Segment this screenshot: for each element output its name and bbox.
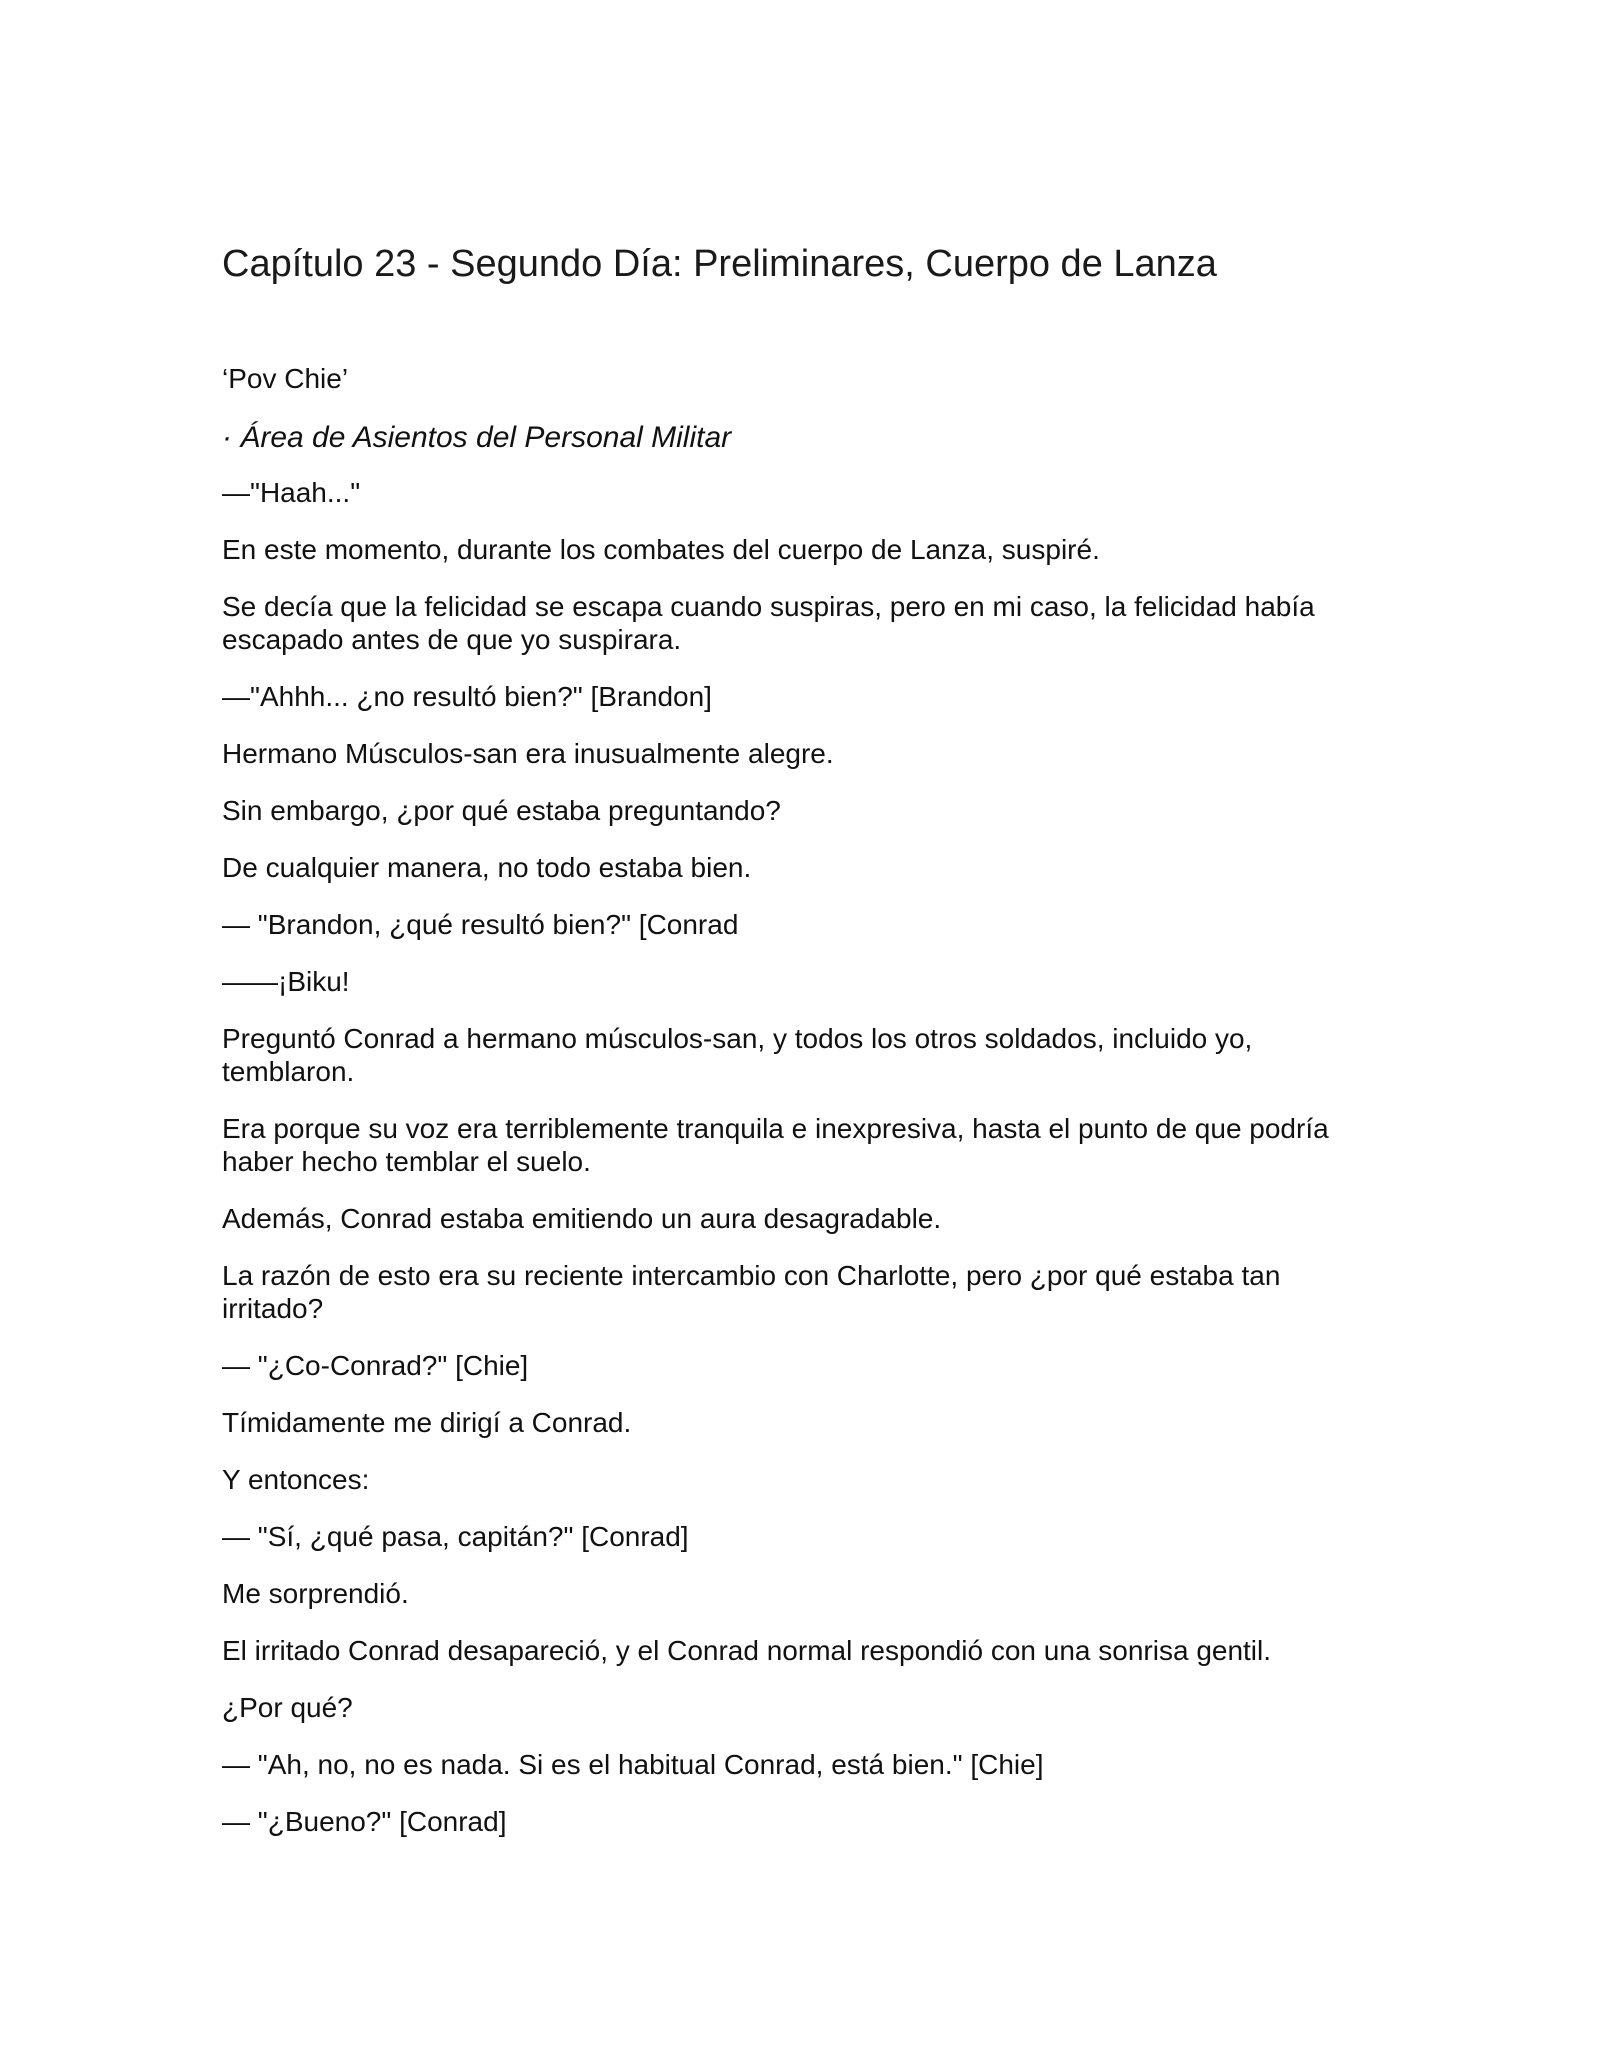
paragraph: Sin embargo, ¿por qué estaba preguntando? [222,795,781,826]
paragraph: ¿Por qué? [222,1692,353,1723]
paragraph: De cualquier manera, no todo estaba bien. [222,852,752,883]
paragraph: Era porque su voz era terriblemente tranquila e inexpresiva, hasta el punto de que podría haber hecho temblar el suelo. [222,1113,1329,1177]
chapter-body [222,362,1372,1862]
paragraph: — "Sí, ¿qué pasa, capitán?" [Conrad] [222,1521,689,1552]
paragraph: Preguntó Conrad a hermano músculos-san, y todos los otros soldados, incluido yo, temblaron. [222,1023,1253,1087]
paragraph: Se decía que la felicidad se escapa cuando suspiras, pero en mi caso, la felicidad había escapado antes de que yo suspirara. [222,591,1315,655]
paragraph: —"Ahhh... ¿no resultó bien?" [Brandon] [222,681,712,712]
paragraph: Me sorprendió. [222,1578,409,1609]
pov-label: ‘Pov Chie’ [222,363,349,394]
chapter-title: Capítulo 23 - Segundo Día: Preliminares, Cuerpo de Lanza [222,243,1217,285]
paragraph: ——¡Biku! [222,966,350,997]
location-subheading: · Área de Asientos del Personal Militar [222,421,732,454]
paragraph: La razón de esto era su reciente intercambio con Charlotte, pero ¿por qué estaba tan irritado? [222,1260,1281,1324]
paragraph: — "Brandon, ¿qué resultó bien?" [Conrad [222,909,739,940]
paragraph: — "¿Bueno?" [Conrad] [222,1806,507,1837]
paragraph: Además, Conrad estaba emitiendo un aura desagradable. [222,1203,942,1234]
paragraph: Tímidamente me dirigí a Conrad. [222,1407,632,1438]
paragraph: — "Ah, no, no es nada. Si es el habitual Conrad, está bien." [Chie] [222,1749,1044,1780]
paragraph: El irritado Conrad desapareció, y el Conrad normal respondió con una sonrisa gentil. [222,1635,1272,1666]
paragraph: En este momento, durante los combates del cuerpo de Lanza, suspiré. [222,534,1100,565]
paragraph: Hermano Músculos-san era inusualmente alegre. [222,738,834,769]
paragraph: Y entonces: [222,1464,370,1495]
paragraph: —"Haah..." [222,477,361,508]
paragraph: — "¿Co-Conrad?" [Chie] [222,1350,529,1381]
